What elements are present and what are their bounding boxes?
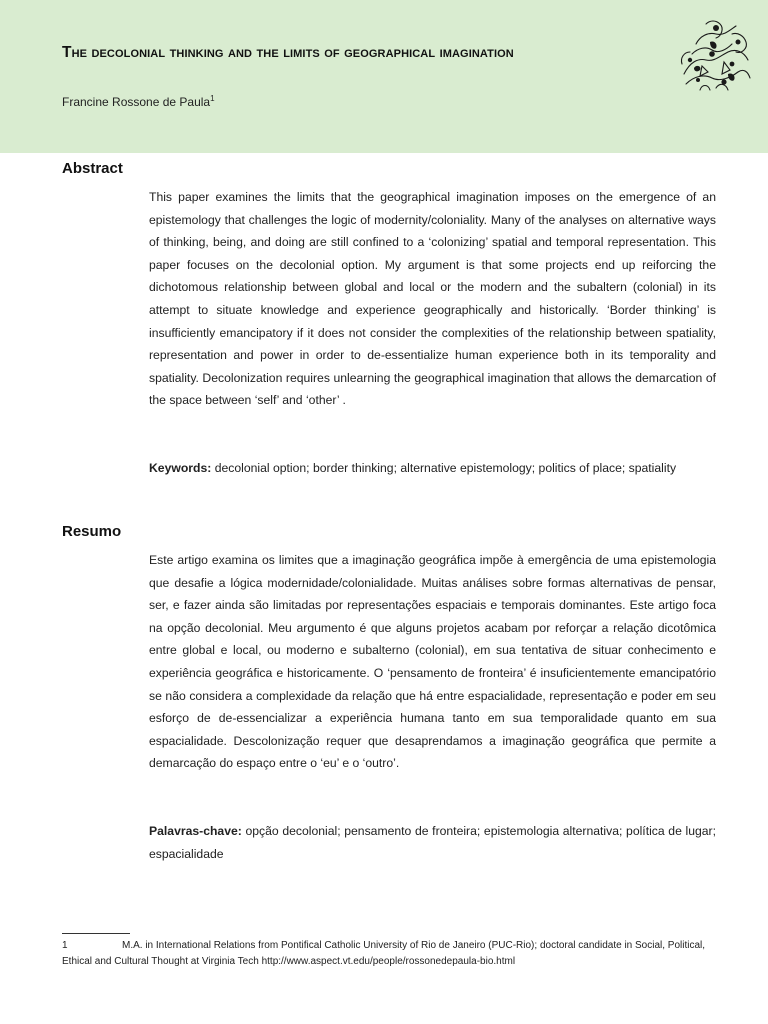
keywords-list: decolonial option; border thinking; alternative epistemology; politics of place; spatiality [214,461,677,475]
page-title: The decolonial thinking and the limits of geographical imagination [62,44,514,61]
palavras-chave-label: Palavras-chave: [149,824,242,838]
resumo-body: Este artigo examina os limites que a imaginação geográfica impõe à emergência de uma epistemologia que desafie a lógica modernidade/colonialidade. Muitas análises sobre formas alternativas de pensar, ser, e fazer ainda são limitadas por representações espaciais e temporais dominantes. Este artigo foca na opção decolonial. Meu argumento é que alguns projetos acabam por reforçar a relação dicotômica entre global e local, ou moderno e subalterno (colonial), em sua tentativa de situar conhecimento e experiência geográfica e historicamente. O ‘pensamento de fronteira’ é insuficientemente emancipatório se não considera a complexidade da relação que há entre espacialidade, representação e poder em seu esforço de de-essencializar a experiência humana tanto em sua temporalidade quanto em sua espacialidade. Descolonização requer que desaprendamos a imaginação geográfica que permite a demarcação do espaço entre o ‘eu’ e o ‘outro’. [149,553,716,771]
author-name [62,94,215,109]
author-footnote-marker: 1 [210,94,215,103]
abstract-body: This paper examines the limits that the geographical imagination imposes on the emergence of an epistemology that challenges the logic of modernity/coloniality. Many of the analyses on alternative ways of thinking, being, and doing are still confined to a ‘colonizing’ spatial and temporal representation. This paper focuses on the decolonial option. My argument is that some projects end up reiforcing the dichotomous relationship between global and local or the modern and the subaltern (colonial) in its attempt to situate knowledge and experience geographically and historically. ‘Border thinking’ is insufficiently emancipatory if it does not consider the complexities of the relationship between spatiality, representation and power in order to de-essentialize human experience both in its temporality and spatiality. Decolonization requires unlearning the geographical imagination that allows the demarcation of the space between ‘self’ and ‘other’ . [149,190,716,408]
footnote-text: M.A. in International Relations from Pontifical Catholic University of Rio de Janeiro (PUC-Rio); doctoral candidate in Social, Political, Ethical and Cultural Thought at Virginia Tech http://www.aspect.vt.edu/people/rossonedepaula-bio.html [62,940,706,967]
abstract-keywords [149,457,716,480]
footnote [62,938,722,969]
resumo-keywords [149,820,716,865]
keywords-label: Keywords: [149,461,212,475]
footnote-divider [62,933,130,934]
ornamental-figures-logo-icon [676,14,754,96]
header-band [0,0,768,153]
palavras-chave-list: opção decolonial; pensamento de fronteira; epistemologia alternativa; política de lugar; espacialidade [149,824,716,861]
footnote-number: 1 [62,940,68,951]
resumo-heading: Resumo [62,523,122,540]
author-name-text: Francine Rossone de Paula [62,95,211,109]
abstract-heading: Abstract [62,160,123,177]
